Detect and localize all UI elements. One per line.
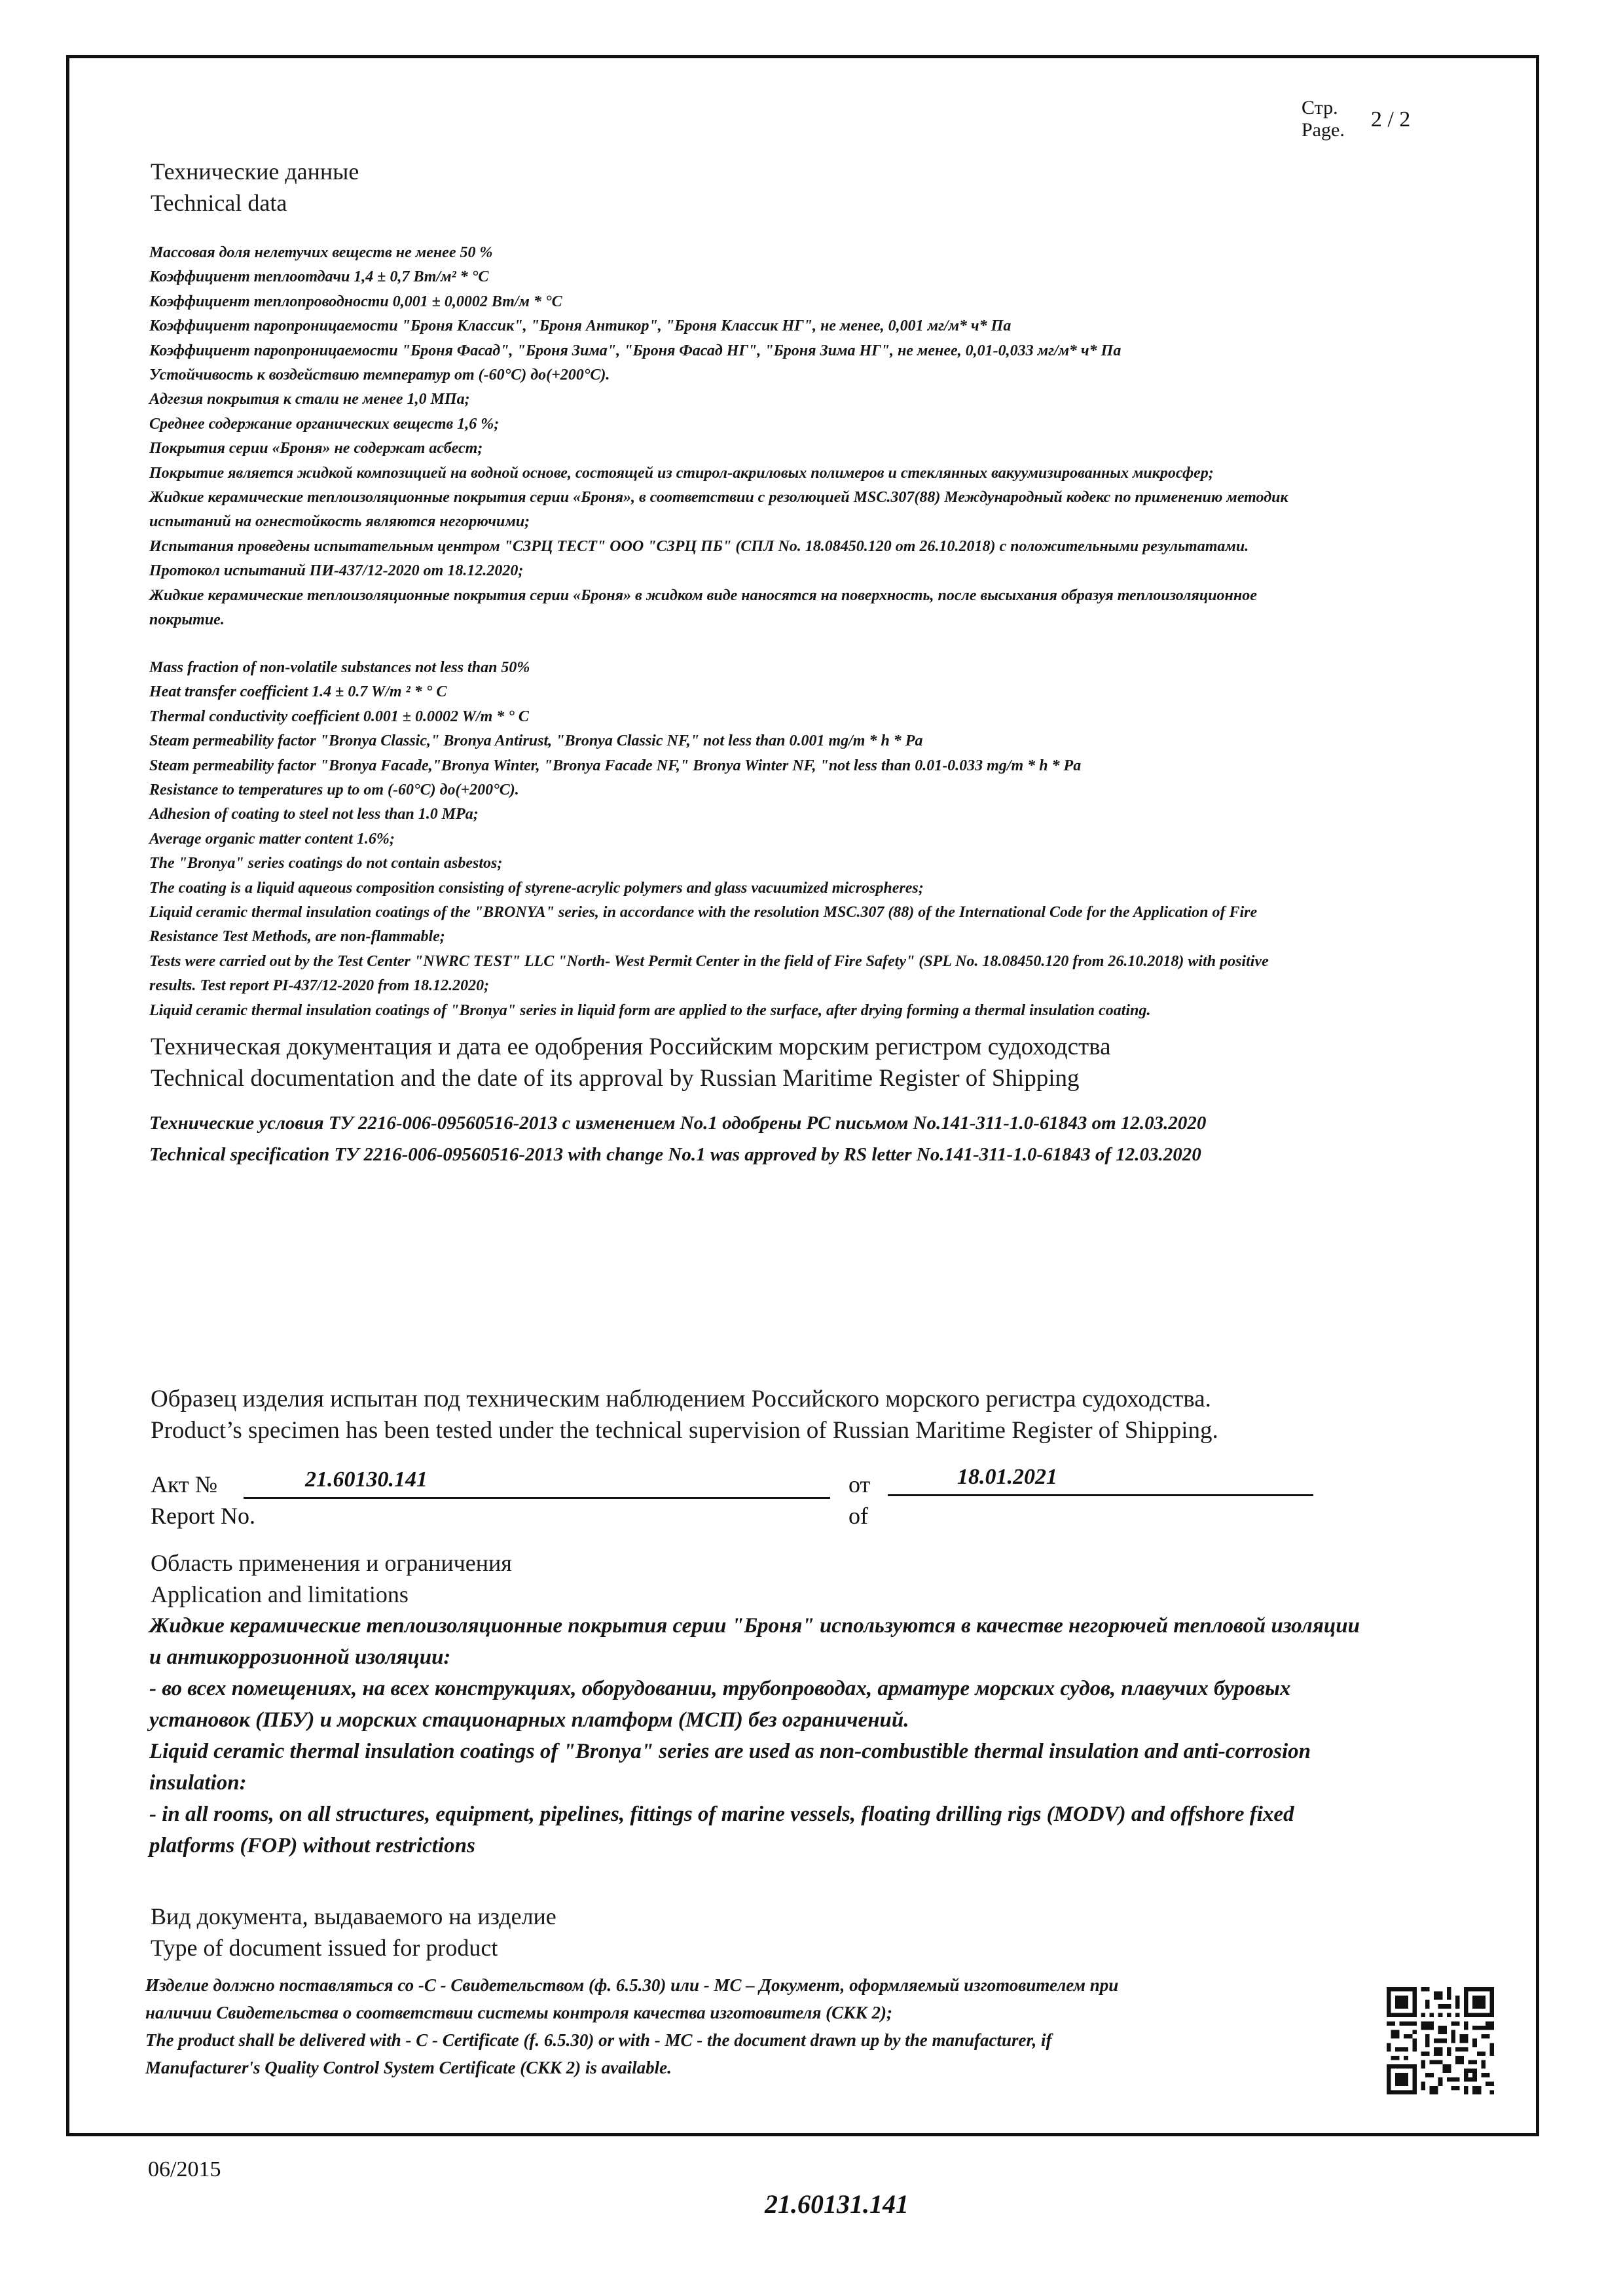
document-type-line: Изделие должно поставляться со -С - Свидетельством (ф. 6.5.30) или - МС – Документ, оформляемый изготовителем при xyxy=(145,1975,1119,1995)
technical-data-line-ru: Испытания проведены испытательным центром "СЗРЦ ТЕСТ" ООО "СЗРЦ ПБ" (СПЛ No. 18.08450.120 от 26.10.2018) с положительными результатами. xyxy=(149,537,1249,555)
application-line: - во всех помещениях, на всех конструкциях, оборудовании, трубопроводах, арматуре морских судов, плавучих буровых xyxy=(149,1677,1291,1700)
application-heading xyxy=(151,1547,512,1610)
tech-spec-en: Technical specification ТУ 2216-006-09560516-2013 with change No.1 was approved by RS letter No.141-311-1.0-61843 of 12.03.2020 xyxy=(149,1144,1201,1165)
application-line: insulation: xyxy=(149,1771,247,1795)
application-line: установок (ПБУ) и морских стационарных платформ (МСП) без ограничений. xyxy=(149,1708,909,1732)
document-type-heading xyxy=(151,1901,556,1964)
technical-data-line-ru: испытаний на огнестойкость являются негорючими; xyxy=(149,513,530,531)
report-from-en: of xyxy=(848,1503,868,1529)
technical-data-line-en: Thermal conductivity coefficient 0.001 ± 0.0002 W/m * ° C xyxy=(149,708,529,725)
form-date: 06/2015 xyxy=(148,2157,221,2181)
technical-data-line-en: Liquid ceramic thermal insulation coatings of "Bronya" series in liquid form are applied to the surface, after drying forming a thermal insulation coating. xyxy=(149,1001,1151,1019)
report-number: 21.60130.141 xyxy=(305,1467,428,1492)
technical-data-line-ru: Жидкие керамические теплоизоляционные покрытия серии «Броня» в жидком виде наносятся на поверхность, после высыхания образуя теплоизоляционное xyxy=(149,586,1257,604)
technical-data-line-ru: Массовая доля нелетучих веществ не менее 50 % xyxy=(149,244,493,261)
document-type-text xyxy=(145,1971,1376,2081)
technical-data-line-ru: Коэффициент паропроницаемости "Броня Фасад", "Броня Зима", "Броня Фасад НГ", "Броня Зима НГ", не менее, 0,01-0,033 мг/м* ч* Па xyxy=(149,342,1122,359)
technical-data-line-ru: Среднее содержание органических веществ 1,6 %; xyxy=(149,415,500,433)
technical-data-line-en: Steam permeability factor "Bronya Classic," Bronya Antirust, "Bronya Classic NF," not less than 0.001 mg/m * h * Pa xyxy=(149,732,923,750)
technical-data-line-ru: Устойчивость к воздействию температур от (-60°С) до(+200°С). xyxy=(149,367,610,384)
application-line: Жидкие керамические теплоизоляционные покрытия серии "Броня" используются в качестве негорючей тепловой изоляции xyxy=(149,1614,1360,1638)
technical-data-line-en: Steam permeability factor "Bronya Facade,"Bronya Winter, "Bronya Facade NF," Bronya Winter NF, "not less than 0.01-0.033 mg/m * h * Pa xyxy=(149,757,1082,774)
application-heading-ru: Область применения и ограничения xyxy=(151,1550,512,1576)
document-type-heading-en: Type of document issued for product xyxy=(151,1935,498,1961)
report-date-underline xyxy=(888,1494,1313,1496)
technical-data-line-en: Resistance to temperatures up to от (-60°С) до(+200°С). xyxy=(149,781,519,799)
specimen-statement-ru: Образец изделия испытан под техническим наблюдением Российского морского регистра судоходства. xyxy=(151,1386,1211,1412)
report-date: 18.01.2021 xyxy=(957,1465,1057,1489)
technical-data-line-ru: Коэффициент теплопроводности 0,001 ± 0,0002 Вт/м * °С xyxy=(149,293,562,310)
technical-data-en-list xyxy=(149,656,1269,1023)
technical-data-line-ru: Коэффициент паропроницаемости "Броня Классик", "Броня Антикор", "Броня Классик НГ", не менее, 0,001 мг/м* ч* Па xyxy=(149,317,1012,335)
document-type-line: наличии Свидетельства о соответствии системы контроля качества изготовителя (СКК 2); xyxy=(145,2003,893,2022)
tech-spec xyxy=(149,1107,1206,1170)
specimen-statement xyxy=(151,1384,1218,1446)
technical-data-ru-list xyxy=(149,241,1288,633)
specimen-statement-en: Product’s specimen has been tested under the technical supervision of Russian Maritime Register of Shipping. xyxy=(151,1417,1218,1444)
technical-data-line-ru: Коэффициент теплоотдачи 1,4 ± 0,7 Вт/м² * °С xyxy=(149,268,489,286)
document-number: 21.60131.141 xyxy=(765,2189,909,2219)
tech-doc-heading-ru: Техническая документация и дата ее одобрения Российским морским регистром судоходства xyxy=(151,1033,1111,1060)
report-date-label xyxy=(848,1469,870,1532)
document-type-line: The product shall be delivered with - C - Certificate (f. 6.5.30) or with - MC - the document drawn up by the manufacturer, if xyxy=(145,2030,1052,2050)
technical-data-line-ru: Адгезия покрытия к стали не менее 1,0 МПа; xyxy=(149,391,470,408)
technical-data-line-en: Heat transfer coefficient 1.4 ± 0.7 W/m ² * ° C xyxy=(149,683,447,701)
technical-data-heading-en: Technical data xyxy=(151,190,287,216)
page-number-value: 2 / 2 xyxy=(1370,107,1411,132)
report-from-ru: от xyxy=(848,1471,871,1498)
report-label-en: Report No. xyxy=(151,1503,255,1529)
technical-data-line-en: Liquid ceramic thermal insulation coatings of the "BRONYA" series, in accordance with the resolution MSC.307 (88) of the International Code for the Application of Fire xyxy=(149,904,1258,922)
technical-data-heading-ru: Технические данные xyxy=(151,158,359,185)
tech-spec-ru: Технические условия ТУ 2216-006-09560516-2013 с изменением No.1 одобрены РС письмом No.141-311-1.0-61843 от 12.03.2020 xyxy=(149,1113,1207,1134)
technical-data-line-en: Tests were carried out by the Test Center "NWRC TEST" LLC "North- West Permit Center in the field of Fire Safety" (SPL No. 18.08450.120 from 26.10.2018) with positive xyxy=(149,952,1269,970)
application-line: platforms (FOP) without restrictions xyxy=(149,1834,475,1857)
page-number xyxy=(1302,97,1410,141)
technical-data-line-ru: Покрытие является жидкой композицией на водной основе, состоящей из стирол-акриловых полимеров и стеклянных вакуумизированных микросфер; xyxy=(149,464,1214,482)
report-label-ru: Акт № xyxy=(151,1471,218,1498)
report-number-underline xyxy=(244,1497,830,1499)
technical-data-heading xyxy=(151,156,359,219)
application-text xyxy=(149,1610,1531,1861)
document-type-line: Manufacturer's Quality Control System Certificate (СКК 2) is available. xyxy=(145,2058,672,2077)
document-type-heading-ru: Вид документа, выдаваемого на изделие xyxy=(151,1903,556,1929)
technical-data-line-en: Average organic matter content 1.6%; xyxy=(149,830,395,848)
technical-data-line-en: results. Test report PI-437/12-2020 from 18.12.2020; xyxy=(149,977,490,995)
technical-data-line-ru: Покрытия серии «Броня» не содержат асбест; xyxy=(149,440,483,457)
page-label-en: Page. xyxy=(1302,119,1345,141)
technical-data-line-en: Resistance Test Methods, are non-flammable; xyxy=(149,928,445,946)
application-line: и антикоррозионной изоляции: xyxy=(149,1645,451,1669)
technical-data-line-ru: покрытие. xyxy=(149,611,225,629)
application-heading-en: Application and limitations xyxy=(151,1581,409,1607)
technical-data-line-en: Adhesion of coating to steel not less than 1.0 MPa; xyxy=(149,806,479,823)
tech-doc-heading-en: Technical documentation and the date of its approval by Russian Maritime Register of Shipping xyxy=(151,1065,1080,1092)
technical-data-line-ru: Протокол испытаний ПИ-437/12-2020 от 18.12.2020; xyxy=(149,562,524,580)
application-line: - in all rooms, on all structures, equipment, pipelines, fittings of marine vessels, floating drilling rigs (MODV) and offshore fixed xyxy=(149,1803,1294,1826)
report-label xyxy=(151,1469,255,1532)
tech-doc-heading xyxy=(151,1031,1111,1094)
qr-code-icon xyxy=(1387,1987,1494,2094)
technical-data-line-ru: Жидкие керамические теплоизоляционные покрытия серии «Броня», в соответствии с резолюцией MSC.307(88) Международный кодекс по применению методик xyxy=(149,489,1288,507)
application-line: Liquid ceramic thermal insulation coatings of "Bronya" series are used as non-combustible thermal insulation and anti-corrosion xyxy=(149,1740,1311,1763)
technical-data-line-en: The "Bronya" series coatings do not contain asbestos; xyxy=(149,855,503,872)
technical-data-line-en: Mass fraction of non-volatile substances not less than 50% xyxy=(149,659,530,676)
page-label-ru: Стр. xyxy=(1302,97,1338,118)
technical-data-line-en: The coating is a liquid aqueous composition consisting of styrene-acrylic polymers and glass vacuumized microspheres; xyxy=(149,879,924,897)
